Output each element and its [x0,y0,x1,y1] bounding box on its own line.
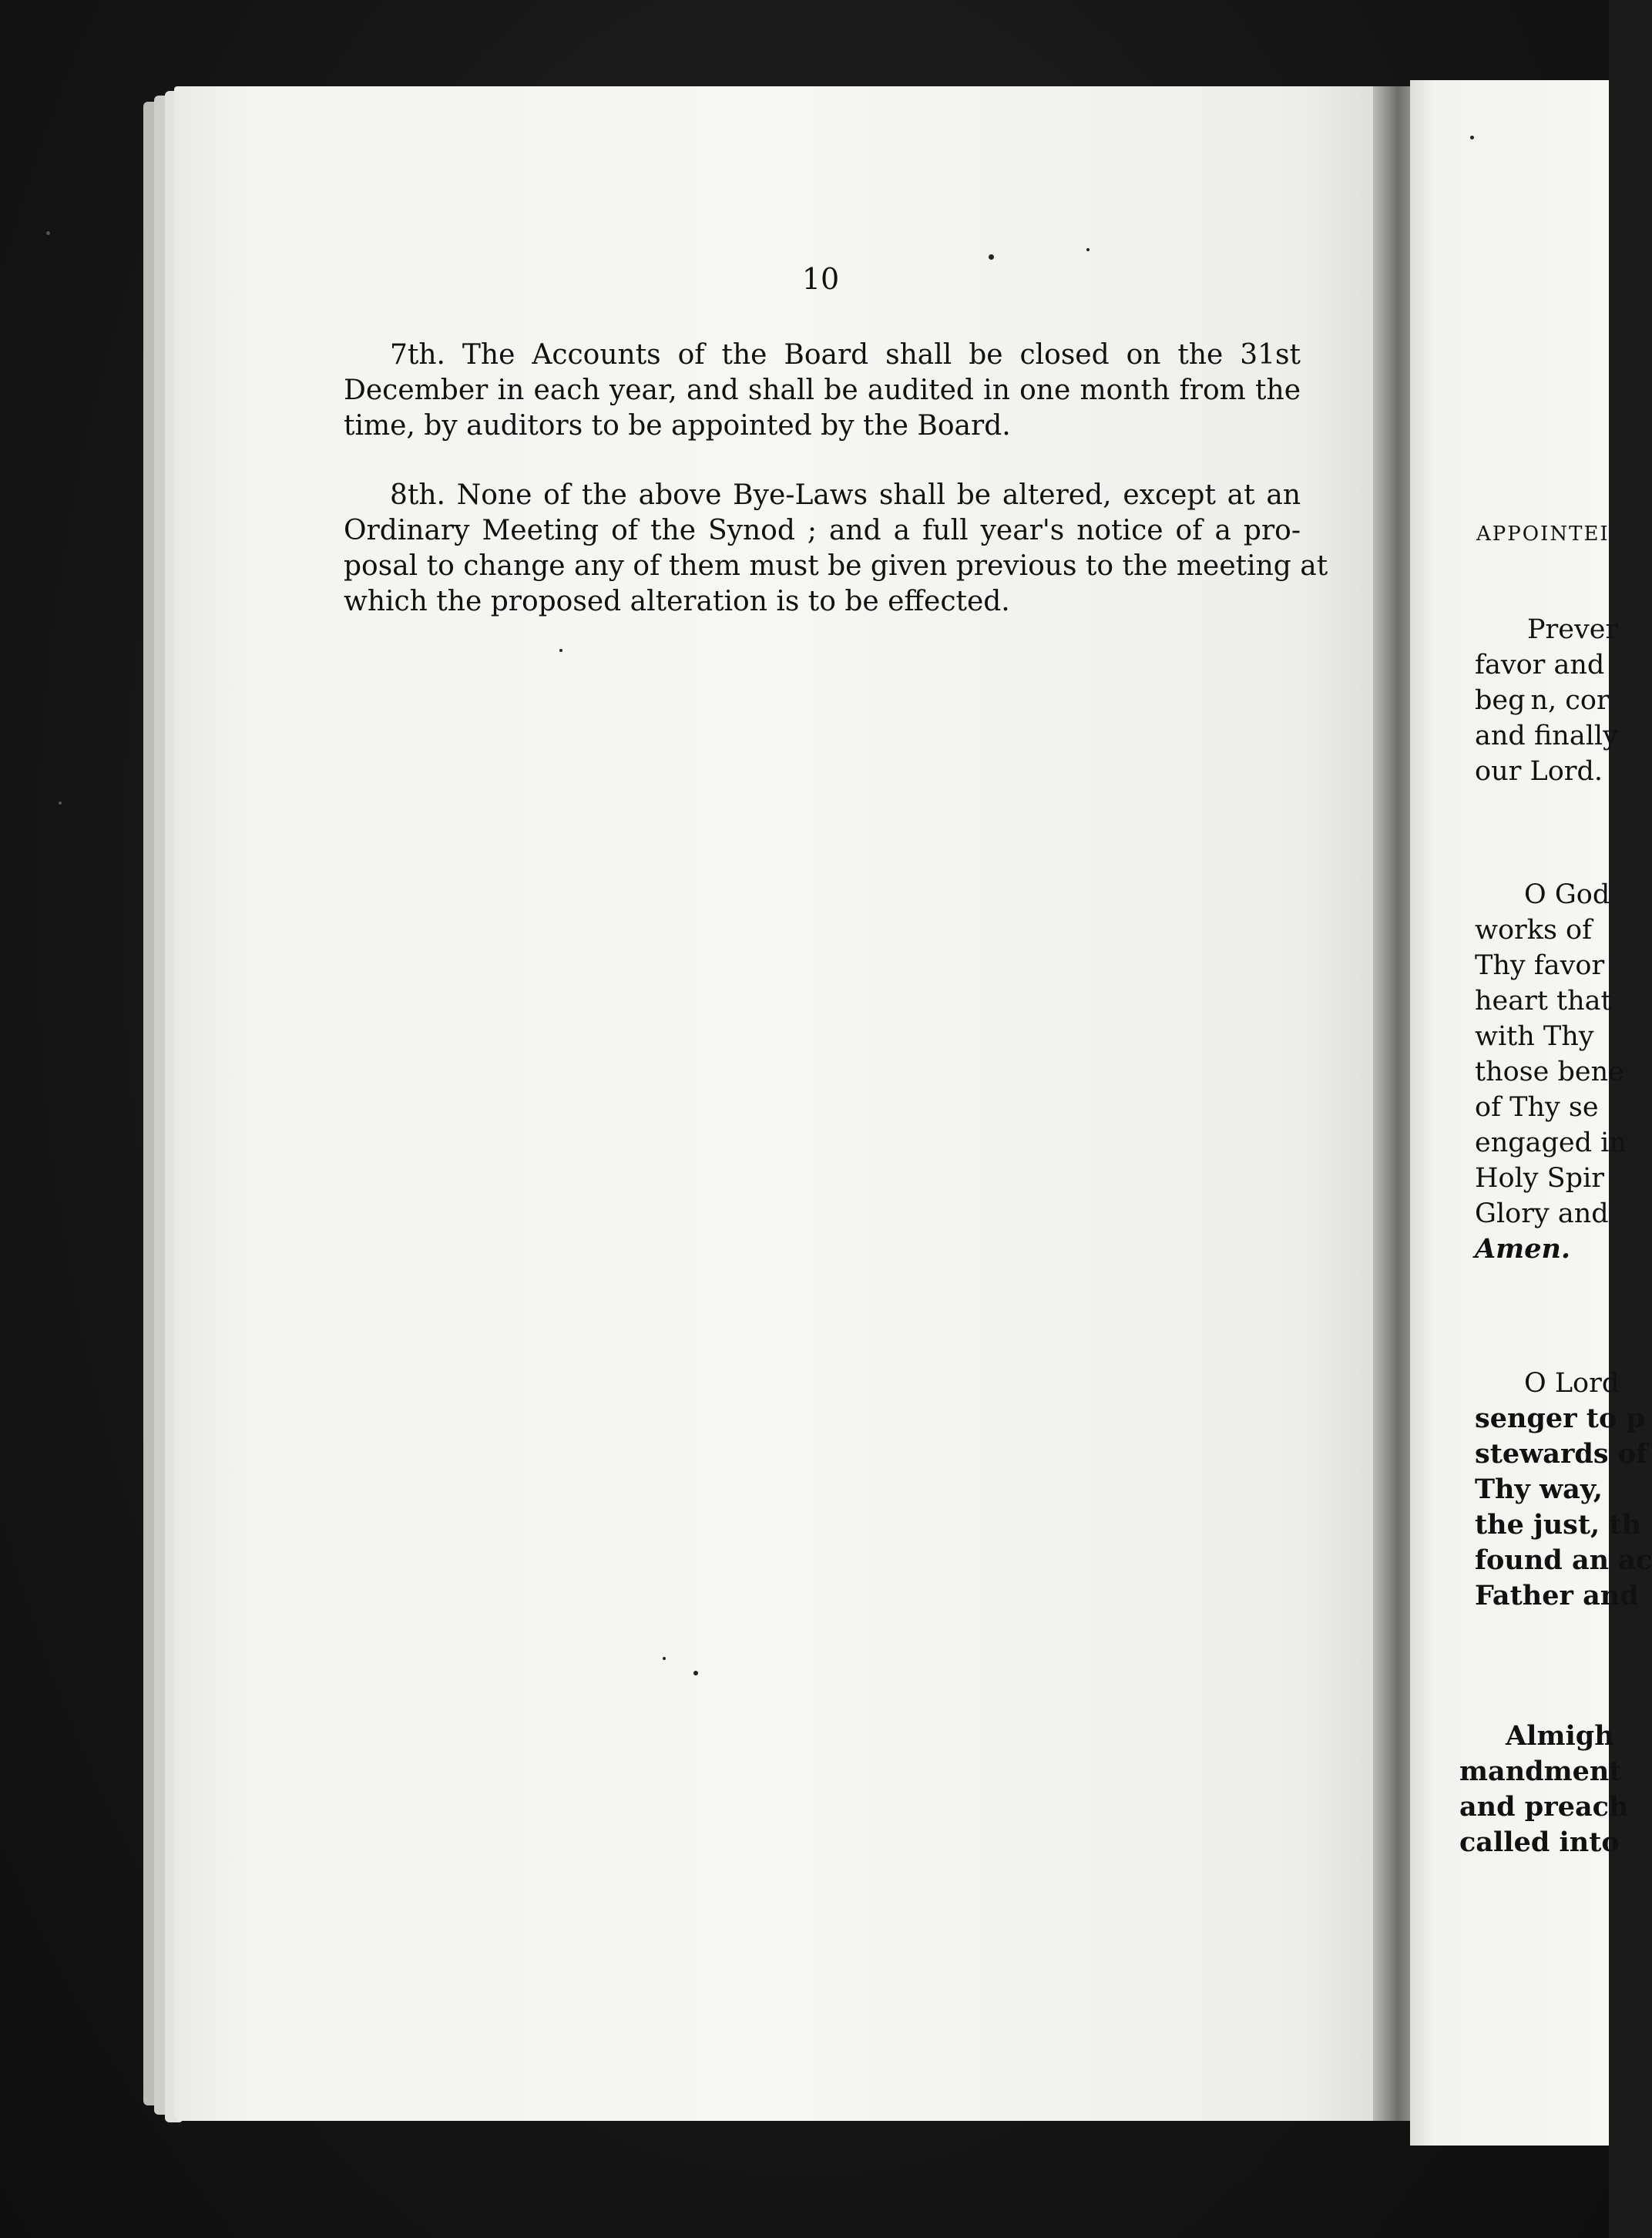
right-line: Almigh [1506,1720,1614,1752]
dust-speck [559,649,562,652]
right-line: O Lord [1524,1368,1620,1399]
right-line: mandment [1459,1756,1622,1787]
right-line: heart that [1475,986,1612,1017]
paragraph-line: 7th. The Accounts of the Board shall be closed on the 31st [390,339,1301,371]
paragraph-line: 8th. None of the above Bye-Laws shall be altered, except at an [390,479,1301,511]
right-line: Thy favor [1475,950,1605,981]
right-line: engaged in [1475,1127,1627,1158]
dust-speck [663,1657,666,1660]
paragraph-7th [344,338,1301,444]
right-page-heading: APPOINTEI [1476,523,1610,546]
dust-speck [693,1671,698,1675]
right-line: Thy way, [1475,1474,1603,1505]
right-page-text [1410,80,1652,2146]
paragraph-line: time, by auditors to be appointed by the Board. [344,410,1011,442]
right-line: favor and [1475,650,1605,680]
paragraph-line: posal to change any of them must be given previous to the meeting at [344,550,1328,582]
right-line: Prever [1527,614,1619,645]
right-line: Father and [1475,1580,1639,1611]
right-line: the just, th [1475,1509,1642,1541]
dust-speck [989,254,994,260]
right-line: called into [1459,1826,1620,1858]
dust-speck [46,231,50,235]
dust-speck [59,801,62,805]
right-line: stewards of [1475,1438,1648,1470]
right-line: with Thy [1475,1021,1594,1052]
paragraph-line: which the proposed alteration is to be effected. [344,586,1010,617]
right-line: of Thy se [1475,1092,1599,1123]
right-line: and finally [1475,721,1618,751]
right-line: O God [1524,879,1610,910]
page-number: 10 [801,262,840,296]
right-line: Glory and [1475,1198,1609,1229]
right-line: those bene [1475,1057,1624,1087]
paragraph-8th [344,478,1328,620]
paragraph-line: December in each year, and shall be audited in one month from the [344,375,1301,406]
right-line: senger to p [1475,1403,1645,1434]
right-line: works of [1475,915,1593,946]
right-line: Amen. [1475,1233,1571,1265]
right-line: and preach [1459,1791,1629,1823]
right-line: our Lord. [1475,756,1603,787]
right-line: Holy Spir [1475,1163,1604,1194]
book-gutter [1373,86,1415,2121]
dust-speck [1086,248,1090,251]
right-line: found an ac [1475,1544,1652,1576]
paragraph-line: Ordinary Meeting of the Synod ; and a full year's notice of a pro- [344,515,1301,546]
right-line: beg n, cor [1475,685,1610,716]
dust-speck [1470,136,1474,139]
